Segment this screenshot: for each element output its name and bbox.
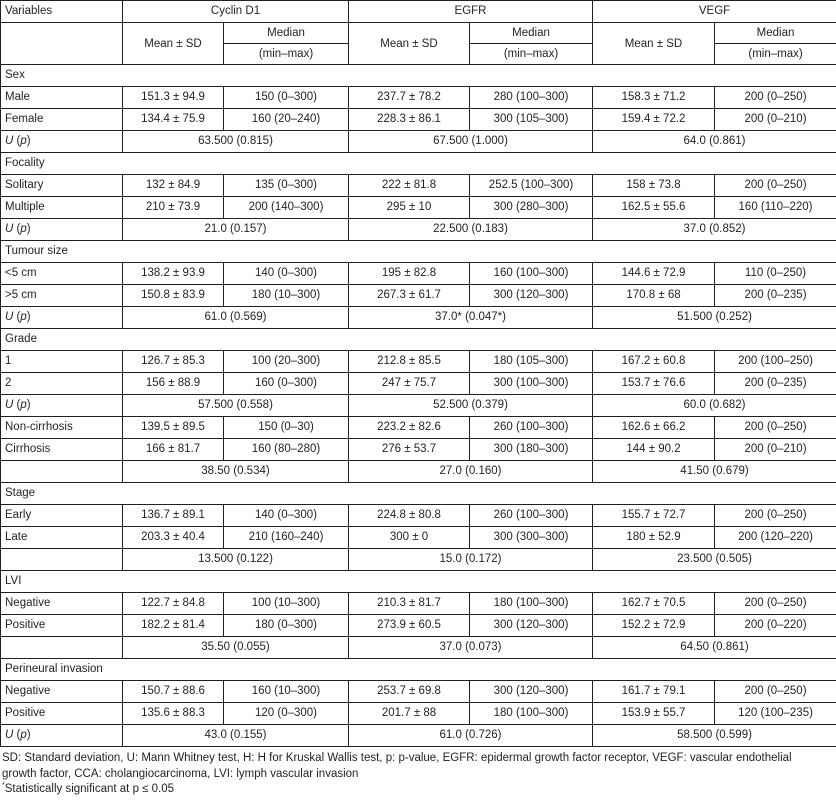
data-cell: 120 (100–235) (715, 703, 836, 725)
data-cell: 134.4 ± 75.9 (123, 109, 224, 131)
data-cell: 160 (100–300) (470, 263, 593, 285)
row-label: Female (1, 109, 123, 131)
table-row (1, 175, 836, 197)
data-cell: 160 (20–240) (224, 109, 349, 131)
data-cell: 200 (0–250) (715, 417, 836, 439)
data-cell: 200 (0–210) (715, 439, 836, 461)
data-cell: 280 (100–300) (470, 87, 593, 109)
data-cell: 162.5 ± 55.6 (593, 197, 715, 219)
data-cell: 150 (0–300) (224, 87, 349, 109)
data-cell: 273.9 ± 60.5 (349, 615, 470, 637)
data-cell: 155.7 ± 72.7 (593, 505, 715, 527)
header-median-1: Median (224, 23, 349, 44)
table-row (1, 439, 836, 461)
data-cell: 100 (10–300) (224, 593, 349, 615)
test-symbol: U (5, 311, 14, 323)
test-statistic-row (1, 307, 836, 329)
test-value: 43.0 (0.155) (123, 725, 349, 747)
test-value: 15.0 (0.172) (349, 549, 593, 571)
test-statistic-row (1, 637, 836, 659)
data-cell: 152.2 ± 72.9 (593, 615, 715, 637)
p-symbol: p (20, 729, 27, 741)
data-cell: 300 (105–300) (470, 109, 593, 131)
test-statistic-row (1, 219, 836, 241)
data-cell: 203.3 ± 40.4 (123, 527, 224, 549)
header-row-groups (1, 1, 836, 23)
data-cell: 156 ± 88.9 (123, 373, 224, 395)
data-cell: 295 ± 10 (349, 197, 470, 219)
test-value: 61.0 (0.726) (349, 725, 593, 747)
test-value: 57.500 (0.558) (123, 395, 349, 417)
section-title: Perineural invasion (1, 659, 836, 681)
row-label: 2 (1, 373, 123, 395)
test-statistic-row (1, 395, 836, 417)
test-value: 35.50 (0.055) (123, 637, 349, 659)
test-value: 52.500 (0.379) (349, 395, 593, 417)
test-value: 58.500 (0.599) (593, 725, 836, 747)
test-label: U (p) (1, 131, 123, 153)
data-cell: 151.3 ± 94.9 (123, 87, 224, 109)
test-value: 21.0 (0.157) (123, 219, 349, 241)
row-label: Solitary (1, 175, 123, 197)
header-empty-cell (1, 23, 123, 65)
data-cell: 228.3 ± 86.1 (349, 109, 470, 131)
header-median-3: Median (715, 23, 836, 44)
test-symbol: U (5, 399, 14, 411)
data-cell: 160 (80–280) (224, 439, 349, 461)
test-label: U (p) (1, 307, 123, 329)
data-cell: 159.4 ± 72.2 (593, 109, 715, 131)
data-cell: 158.3 ± 71.2 (593, 87, 715, 109)
significance-mark: * (2, 782, 5, 790)
section-title: LVI (1, 571, 836, 593)
test-value: 67.500 (1.000) (349, 131, 593, 153)
data-cell: 200 (0–250) (715, 593, 836, 615)
section-title: Stage (1, 483, 836, 505)
data-cell: 200 (0–250) (715, 505, 836, 527)
test-label (1, 637, 123, 659)
test-statistic-row (1, 725, 836, 747)
data-cell: 150 (0–30) (224, 417, 349, 439)
test-value: 41.50 (0.679) (593, 461, 836, 483)
row-label: Positive (1, 703, 123, 725)
test-value: 37.0 (0.073) (349, 637, 593, 659)
section-title: Focality (1, 153, 836, 175)
data-cell: 150.8 ± 83.9 (123, 285, 224, 307)
data-cell: 200 (0–210) (715, 109, 836, 131)
table-row (1, 703, 836, 725)
test-statistic-row (1, 131, 836, 153)
data-cell: 195 ± 82.8 (349, 263, 470, 285)
test-value: 64.50 (0.861) (593, 637, 836, 659)
row-label: Cirrhosis (1, 439, 123, 461)
footnote-significance (2, 782, 834, 798)
header-median-2: Median (470, 23, 593, 44)
data-cell: 110 (0–250) (715, 263, 836, 285)
data-cell: 135.6 ± 88.3 (123, 703, 224, 725)
row-label: >5 cm (1, 285, 123, 307)
header-vegf: VEGF (593, 1, 836, 23)
p-symbol: p (20, 311, 27, 323)
data-cell: 160 (110–220) (715, 197, 836, 219)
p-symbol: p (20, 399, 27, 411)
section-header-row (1, 571, 836, 593)
data-cell: 267.3 ± 61.7 (349, 285, 470, 307)
header-row-stats (1, 23, 836, 44)
section-header-row (1, 153, 836, 175)
test-symbol: U (5, 135, 14, 147)
section-title: Tumour size (1, 241, 836, 263)
test-label: U (p) (1, 395, 123, 417)
data-cell: 210 (160–240) (224, 527, 349, 549)
header-variables: Variables (1, 1, 123, 23)
data-cell: 138.2 ± 93.9 (123, 263, 224, 285)
table-row (1, 351, 836, 373)
data-cell: 167.2 ± 60.8 (593, 351, 715, 373)
data-cell: 276 ± 53.7 (349, 439, 470, 461)
test-symbol: U (5, 729, 14, 741)
data-cell: 153.9 ± 55.7 (593, 703, 715, 725)
data-cell: 300 (120–300) (470, 681, 593, 703)
data-cell: 140 (0–300) (224, 505, 349, 527)
data-cell: 200 (0–250) (715, 175, 836, 197)
header-mean-sd-1: Mean ± SD (123, 23, 224, 65)
test-value: 60.0 (0.682) (593, 395, 836, 417)
data-cell: 200 (0–220) (715, 615, 836, 637)
table-footnote (0, 747, 836, 798)
test-value: 61.0 (0.569) (123, 307, 349, 329)
row-label: <5 cm (1, 263, 123, 285)
data-cell: 160 (10–300) (224, 681, 349, 703)
test-value: 22.500 (0.183) (349, 219, 593, 241)
table-row (1, 109, 836, 131)
test-label: U (p) (1, 219, 123, 241)
row-label: Male (1, 87, 123, 109)
section-title: Grade (1, 329, 836, 351)
row-label: Late (1, 527, 123, 549)
data-cell: 300 (180–300) (470, 439, 593, 461)
data-cell: 210.3 ± 81.7 (349, 593, 470, 615)
test-value: 37.0* (0.047*) (349, 307, 593, 329)
data-cell: 162.7 ± 70.5 (593, 593, 715, 615)
header-cyclin-d1: Cyclin D1 (123, 1, 349, 23)
data-cell: 247 ± 75.7 (349, 373, 470, 395)
data-cell: 222 ± 81.8 (349, 175, 470, 197)
data-cell: 140 (0–300) (224, 263, 349, 285)
table-row (1, 263, 836, 285)
data-cell: 180 (10–300) (224, 285, 349, 307)
data-cell: 180 (0–300) (224, 615, 349, 637)
row-label: Multiple (1, 197, 123, 219)
data-cell: 100 (20–300) (224, 351, 349, 373)
data-cell: 122.7 ± 84.8 (123, 593, 224, 615)
data-cell: 160 (0–300) (224, 373, 349, 395)
data-cell: 224.8 ± 80.8 (349, 505, 470, 527)
data-cell: 161.7 ± 79.1 (593, 681, 715, 703)
row-label: Early (1, 505, 123, 527)
table-row (1, 527, 836, 549)
section-title: Sex (1, 65, 836, 87)
data-cell: 136.7 ± 89.1 (123, 505, 224, 527)
test-value: 64.0 (0.861) (593, 131, 836, 153)
header-min-max-1: (min–max) (224, 44, 349, 65)
row-label: Negative (1, 593, 123, 615)
test-label (1, 549, 123, 571)
table-row (1, 681, 836, 703)
p-symbol: p (20, 135, 27, 147)
p-symbol: p (20, 223, 27, 235)
footnote-abbreviations-line1: SD: Standard deviation, U: Mann Whitney test, H: H for Kruskal Wallis test, p: p-value, EGFR: epidermal growth factor receptor, VEGF: vascular endothelial (2, 752, 792, 764)
data-cell: 180 (100–300) (470, 593, 593, 615)
data-cell: 300 (100–300) (470, 373, 593, 395)
header-egfr: EGFR (349, 1, 593, 23)
data-cell: 212.8 ± 85.5 (349, 351, 470, 373)
test-value: 23.500 (0.505) (593, 549, 836, 571)
test-statistic-row (1, 549, 836, 571)
data-cell: 126.7 ± 85.3 (123, 351, 224, 373)
test-value: 37.0 (0.852) (593, 219, 836, 241)
data-cell: 135 (0–300) (224, 175, 349, 197)
data-cell: 200 (0–250) (715, 681, 836, 703)
table-body (1, 65, 836, 747)
test-label (1, 461, 123, 483)
data-cell: 182.2 ± 81.4 (123, 615, 224, 637)
test-value: 51.500 (0.252) (593, 307, 836, 329)
data-cell: 200 (0–250) (715, 87, 836, 109)
data-cell: 300 (120–300) (470, 285, 593, 307)
data-cell: 162.6 ± 66.2 (593, 417, 715, 439)
section-header-row (1, 483, 836, 505)
row-label: Negative (1, 681, 123, 703)
data-cell: 200 (0–235) (715, 373, 836, 395)
test-value: 27.0 (0.160) (349, 461, 593, 483)
header-min-max-2: (min–max) (470, 44, 593, 65)
data-cell: 200 (120–220) (715, 527, 836, 549)
table-row (1, 285, 836, 307)
data-cell: 166 ± 81.7 (123, 439, 224, 461)
test-label: U (p) (1, 725, 123, 747)
data-cell: 300 (120–300) (470, 615, 593, 637)
section-header-row (1, 329, 836, 351)
table-row (1, 87, 836, 109)
row-label: Positive (1, 615, 123, 637)
data-cell: 200 (140–300) (224, 197, 349, 219)
data-cell: 144 ± 90.2 (593, 439, 715, 461)
row-label: 1 (1, 351, 123, 373)
data-cell: 200 (100–250) (715, 351, 836, 373)
data-cell: 139.5 ± 89.5 (123, 417, 224, 439)
data-cell: 300 (300–300) (470, 527, 593, 549)
section-header-row (1, 659, 836, 681)
data-cell: 170.8 ± 68 (593, 285, 715, 307)
data-cell: 201.7 ± 88 (349, 703, 470, 725)
table-row (1, 615, 836, 637)
data-cell: 153.7 ± 76.6 (593, 373, 715, 395)
data-cell: 158 ± 73.8 (593, 175, 715, 197)
table-row (1, 505, 836, 527)
header-mean-sd-2: Mean ± SD (349, 23, 470, 65)
table-row (1, 593, 836, 615)
table-row (1, 417, 836, 439)
data-cell: 223.2 ± 82.6 (349, 417, 470, 439)
table-row (1, 197, 836, 219)
test-value: 63.500 (0.815) (123, 131, 349, 153)
data-cell: 300 (280–300) (470, 197, 593, 219)
row-label: Non-cirrhosis (1, 417, 123, 439)
data-cell: 200 (0–235) (715, 285, 836, 307)
data-cell: 260 (100–300) (470, 417, 593, 439)
table-row (1, 373, 836, 395)
data-cell: 300 ± 0 (349, 527, 470, 549)
data-cell: 120 (0–300) (224, 703, 349, 725)
data-cell: 150.7 ± 88.6 (123, 681, 224, 703)
test-value: 38.50 (0.534) (123, 461, 349, 483)
header-mean-sd-3: Mean ± SD (593, 23, 715, 65)
section-header-row (1, 65, 836, 87)
footnote-abbreviations-line2: growth factor, CCA: cholangiocarcinoma, LVI: lymph vascular invasion (2, 767, 359, 780)
header-min-max-3: (min–max) (715, 44, 836, 65)
test-value: 13.500 (0.122) (123, 549, 349, 571)
data-cell: 144.6 ± 72.9 (593, 263, 715, 285)
data-cell: 180 ± 52.9 (593, 527, 715, 549)
data-cell: 210 ± 73.9 (123, 197, 224, 219)
data-cell: 252.5 (100–300) (470, 175, 593, 197)
data-cell: 132 ± 84.9 (123, 175, 224, 197)
data-cell: 260 (100–300) (470, 505, 593, 527)
data-cell: 180 (100–300) (470, 703, 593, 725)
test-symbol: U (5, 223, 14, 235)
significance-text: Statistically significant at p ≤ 0.05 (4, 783, 175, 795)
section-header-row (1, 241, 836, 263)
data-cell: 253.7 ± 69.8 (349, 681, 470, 703)
data-cell: 237.7 ± 78.2 (349, 87, 470, 109)
data-cell: 180 (105–300) (470, 351, 593, 373)
test-statistic-row (1, 461, 836, 483)
